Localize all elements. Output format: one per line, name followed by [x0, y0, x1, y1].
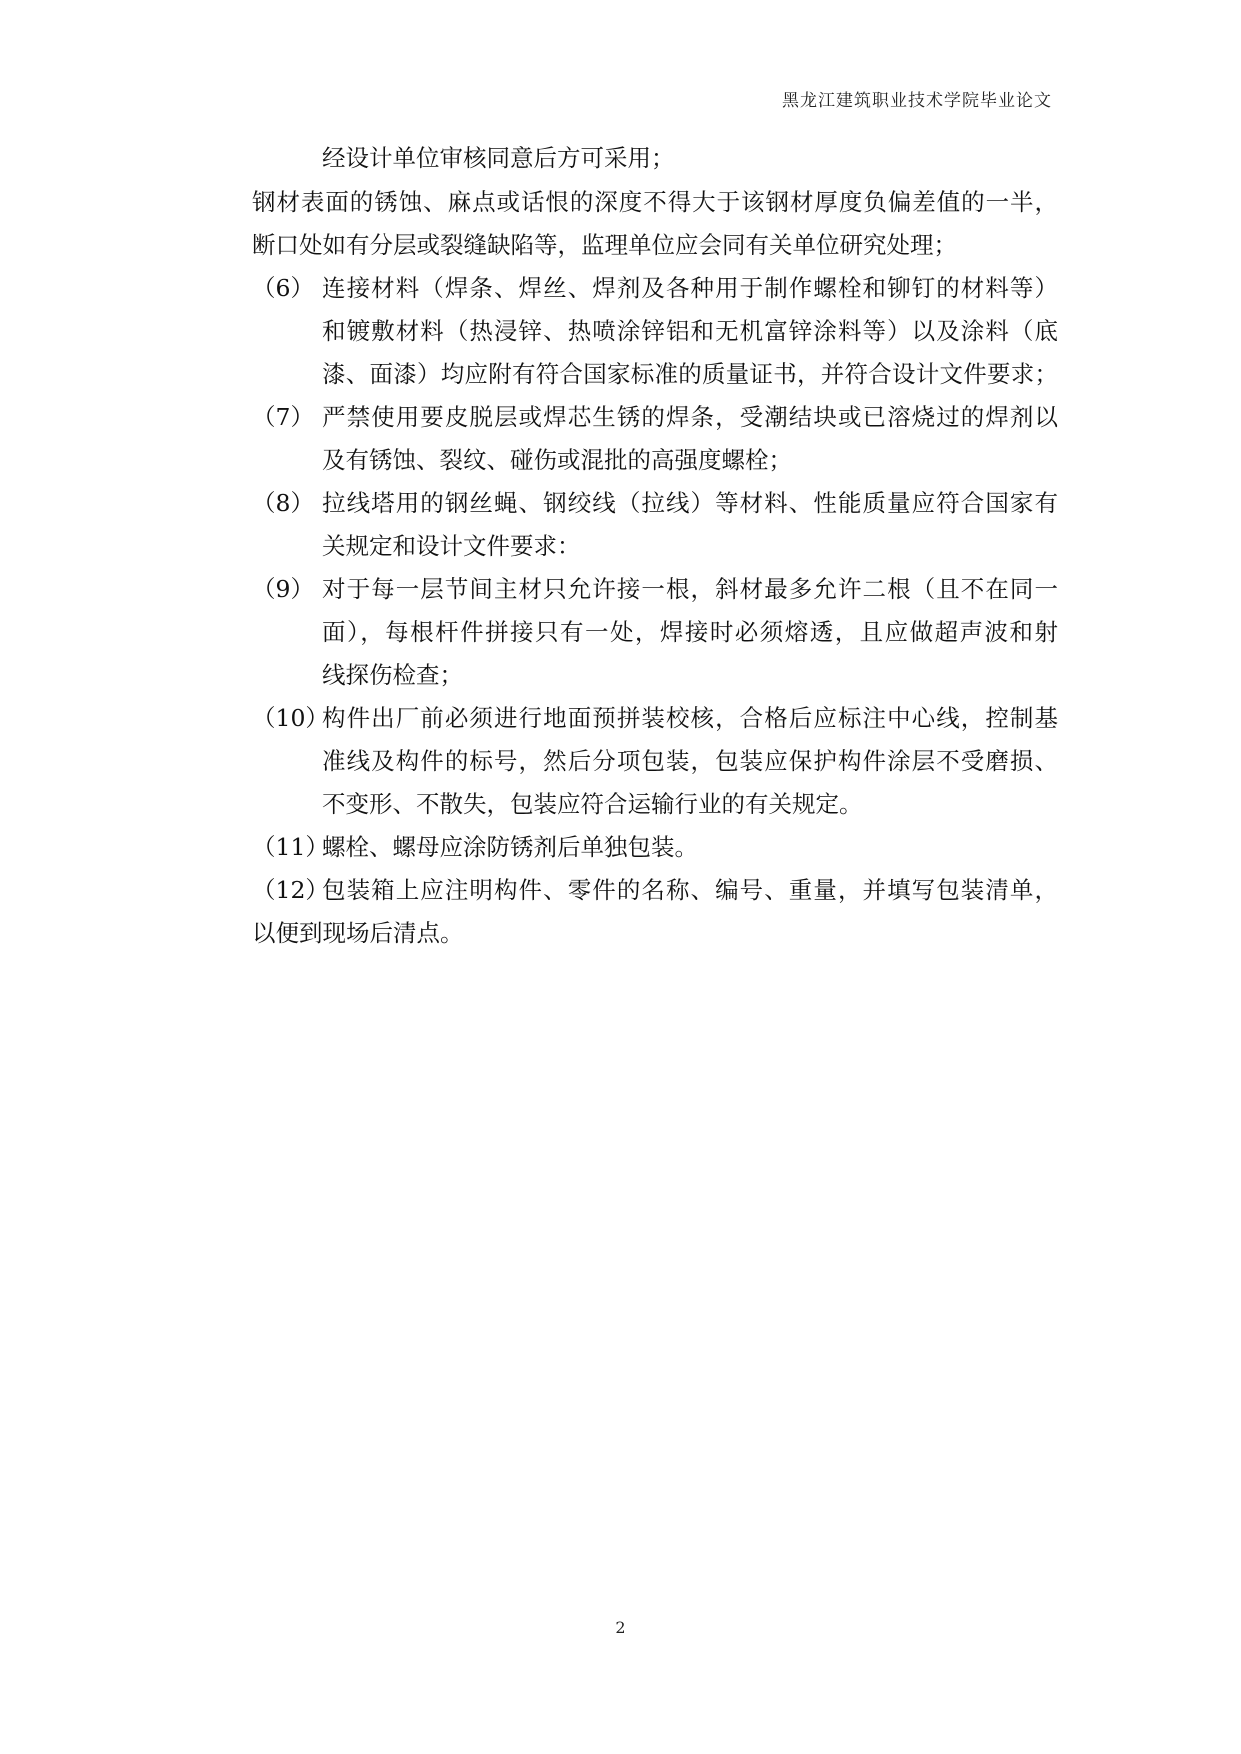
- list-item-number: （6）: [252, 274, 314, 302]
- list-item-line: 漆、面漆）均应附有符合国家标准的质量证书，并符合设计文件要求；: [322, 360, 1058, 388]
- paragraph-line: 断口处如有分层或裂缝缺陷等，监理单位应会同有关单位研究处理；: [252, 231, 957, 259]
- header-divider: [252, 118, 1052, 119]
- list-item-number: （10）: [252, 704, 329, 732]
- list-item-line: 连接材料（焊条、焊丝、焊剂及各种用于制作螺栓和铆钉的材料等）: [322, 274, 1058, 302]
- list-item-number: （12）: [252, 876, 329, 904]
- list-item-line: 及有锈蚀、裂纹、碰伤或混批的高强度螺栓；: [322, 446, 792, 474]
- list-item-line: 面），每根杆件拼接只有一处，焊接时必须熔透，且应做超声波和射: [322, 618, 1058, 646]
- list-item-line: 线探伤检查；: [322, 661, 463, 689]
- list-item-number: （8）: [252, 489, 314, 517]
- list-item-number: （7）: [252, 403, 314, 431]
- list-item-line: 构件出厂前必须进行地面预拼装校核，合格后应标注中心线，控制基: [322, 704, 1058, 732]
- list-item-number: （9）: [252, 575, 314, 603]
- paragraph-line: 经设计单位审核同意后方可采用；: [322, 144, 675, 172]
- list-item-line: 严禁使用要皮脱层或焊芯生锈的焊条，受潮结块或已溶烧过的焊剂以: [322, 403, 1058, 431]
- list-item-line: 螺栓、螺母应涂防锈剂后单独包装。: [322, 833, 698, 861]
- list-item-line: 以便到现场后清点。: [252, 919, 464, 947]
- list-item-line: 和镀敷材料（热浸锌、热喷涂锌铝和无机富锌涂料等）以及涂料（底: [322, 317, 1058, 345]
- running-header: 黑龙江建筑职业技术学院毕业论文: [782, 91, 1052, 111]
- list-item-line: 关规定和设计文件要求：: [322, 532, 581, 560]
- list-item-line: 拉线塔用的钢丝蝇、钢绞线（拉线）等材料、性能质量应符合国家有: [322, 489, 1058, 517]
- list-item-line: 对于每一层节间主材只允许接一根，斜材最多允许二根（且不在同一: [322, 575, 1058, 603]
- list-item-line: 不变形、不散失，包装应符合运输行业的有关规定。: [322, 790, 863, 818]
- page-number: 2: [615, 1618, 626, 1637]
- list-item-line: 包装箱上应注明构件、零件的名称、编号、重量，并填写包装清单，: [322, 876, 1058, 904]
- list-item-number: （11）: [252, 833, 329, 861]
- list-item-line: 准线及构件的标号，然后分项包装，包装应保护构件涂层不受磨损、: [322, 747, 1058, 775]
- paragraph-line: 钢材表面的锈蚀、麻点或话恨的深度不得大于该钢材厚度负偏差值的一半，: [252, 188, 1058, 216]
